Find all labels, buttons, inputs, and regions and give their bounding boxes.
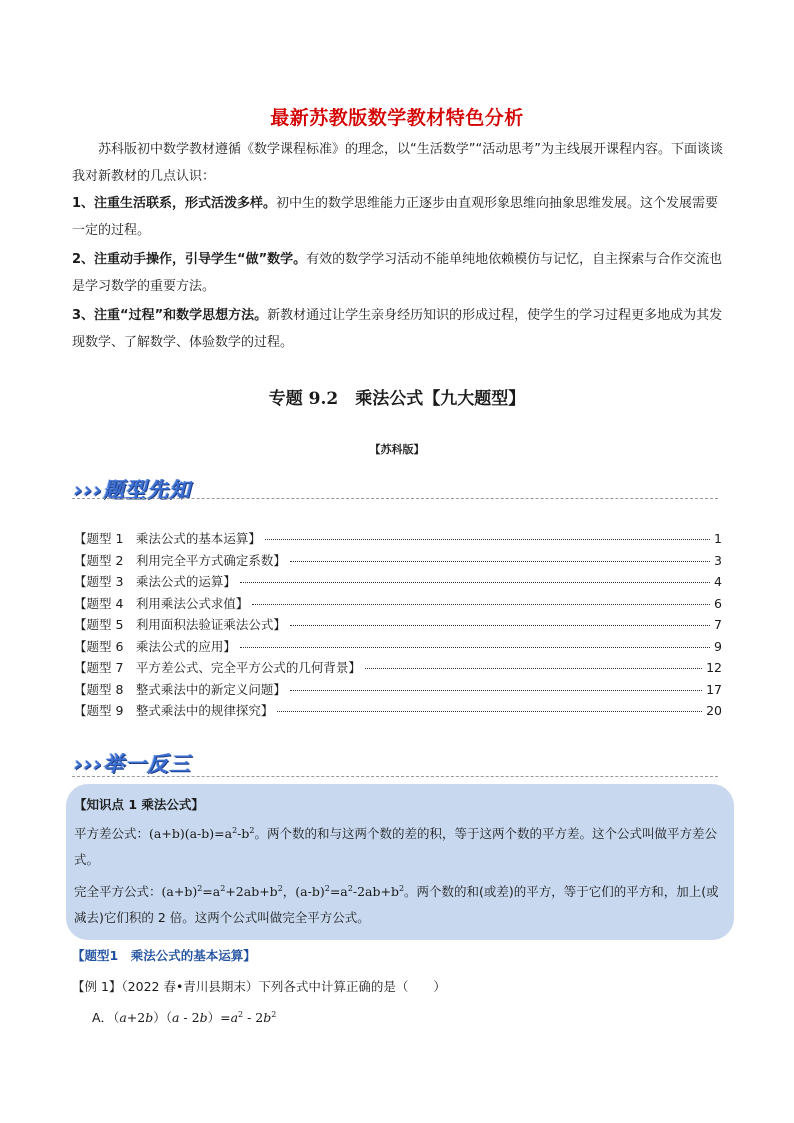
page-title: 最新苏教版数学教材特色分析: [270, 107, 524, 129]
perfect-square-expression: $(a+b)^2=a^2+2ab+b^2$，$(a-b)^2=a^2-2ab+b^2$: [161, 884, 405, 900]
knowledge-title: 【知识点 1 乘法公式】: [74, 797, 204, 812]
toc-item-label: 【题型 4 利用乘法公式求值】: [74, 595, 249, 611]
preview-banner: ›››题型先知: [74, 478, 191, 502]
toc-item[interactable]: [74, 551, 722, 573]
intro-point-3-text: 新教材通过让学生亲身经历知识的形成过程，使学生的学习过程更多地成为其发现数学、了解数学、体验数学的过程。: [72, 308, 723, 350]
toc-leader: [290, 690, 702, 691]
intro-point-3: [72, 302, 724, 356]
toc-page-number: 7: [714, 617, 722, 632]
toc-item[interactable]: [74, 637, 722, 659]
question-type-title: 【题型1 乘法公式的基本运算】: [72, 948, 256, 963]
intro-paragraph: 苏科版初中数学教材遵循《数学课程标准》的理念，以“生活数学”“活动思考”为主线展开课程内容。下面谈谈我对新教材的几点认识：: [72, 142, 723, 184]
toc-page-number: 6: [714, 595, 722, 611]
difference-of-squares-prefix: 平方差公式：: [74, 826, 150, 842]
perfect-square-description: 。两个数的和(或差)的平方，等于它们的平方和，加上(或减去)它们积的 2 倍。这两个公式叫做完全平方公式。: [74, 884, 719, 926]
toc-item[interactable]: [74, 680, 722, 702]
intro-point-2-text: 有效的数学学习活动不能单纯地依赖模仿与记忆，自主探索与合作交流也是学习数学的重要方法。: [72, 252, 723, 294]
knowledge-box: [66, 784, 734, 940]
toc-page-number: 1: [714, 531, 722, 546]
toc-item[interactable]: [74, 615, 722, 637]
toc-item-label: 【题型 5 利用面积法验证乘法公式】: [74, 617, 286, 632]
toc-page-number: 9: [714, 638, 722, 654]
perfect-square-prefix: 完全平方公式：: [74, 884, 162, 900]
toc-leader: [252, 604, 710, 605]
toc-page-number: 12: [706, 660, 722, 675]
intro-point-1-text: 初中生的数学思维能力正逐步由直观形象思维向抽象思维发展。这个发展需要一定的过程。: [72, 196, 719, 238]
intro-point-1: [72, 190, 724, 244]
toc-page-number: 3: [714, 552, 722, 568]
toc-item-label: 【题型 8 整式乘法中的新定义问题】: [74, 681, 286, 697]
option-a-expression: $(a+2b)(a - 2b)=a^2 - 2b^2$: [113, 1009, 277, 1025]
toc-leader: [290, 561, 710, 562]
example-question: 【例 1】（2022 春•青川县期末）下列各式中计算正确的是（ ）: [72, 979, 446, 994]
difference-of-squares-formula: [74, 818, 722, 873]
toc-leader: [265, 539, 710, 540]
edition-label: 【苏科版】: [369, 443, 425, 456]
difference-of-squares-description: 。两个数的和与这两个数的差的积，等于这两个数的平方差。这个公式叫做平方差公式。: [74, 826, 717, 868]
toc-item[interactable]: [74, 529, 722, 551]
option-a[interactable]: [92, 1008, 276, 1026]
toc-item-label: 【题型 3 乘法公式的运算】: [74, 574, 236, 589]
toc-leader: [290, 625, 710, 626]
toc-item-label: 【题型 9 整式乘法中的规律探究】: [74, 703, 274, 718]
toc-leader: [365, 668, 702, 669]
toc-item-label: 【题型 6 乘法公式的应用】: [74, 638, 236, 654]
difference-of-squares-expression: $(a+b)(a-b)=a^2-b^2$: [149, 826, 255, 842]
intro-point-3-heading: 3、注重“过程”和数学思想方法。: [72, 308, 268, 323]
intro-point-1-heading: 1、注重生活联系，形式活泼多样。: [72, 196, 277, 211]
topic-title: 专题 9.2 乘法公式【九大题型】: [268, 389, 526, 409]
toc-leader: [240, 647, 710, 648]
table-of-contents: [74, 529, 722, 723]
option-a-label: A．: [92, 1010, 114, 1025]
toc-leader: [240, 582, 710, 583]
toc-page-number: 17: [706, 681, 722, 697]
intro-point-2-heading: 2、注重动手操作，引导学生“做”数学。: [72, 252, 307, 267]
preview-divider: [72, 498, 718, 499]
perfect-square-formula: [74, 876, 722, 931]
toc-page-number: 4: [714, 574, 722, 589]
toc-page-number: 20: [706, 703, 722, 718]
toc-item[interactable]: [74, 701, 722, 723]
examples-banner: ›››举一反三: [74, 752, 191, 776]
toc-item-label: 【题型 2 利用完全平方式确定系数】: [74, 552, 286, 568]
toc-item[interactable]: [74, 572, 722, 594]
examples-divider: [72, 776, 718, 777]
toc-item[interactable]: [74, 658, 722, 680]
toc-item-label: 【题型 1 乘法公式的基本运算】: [74, 531, 261, 546]
toc-item[interactable]: [74, 594, 722, 616]
toc-leader: [277, 711, 702, 712]
toc-item-label: 【题型 7 平方差公式、完全平方公式的几何背景】: [74, 660, 361, 675]
intro-point-2: [72, 246, 724, 300]
